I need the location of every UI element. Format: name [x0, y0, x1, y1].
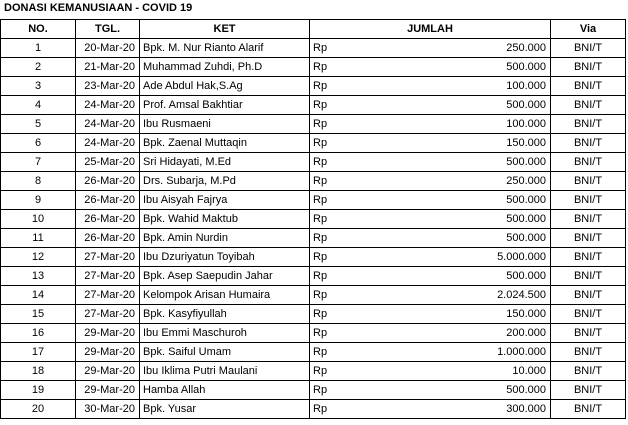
cell-currency[interactable]: Rp: [310, 96, 360, 115]
cell-no[interactable]: 4: [1, 96, 76, 115]
header-ket[interactable]: KET: [140, 20, 310, 39]
cell-currency[interactable]: Rp: [310, 172, 360, 191]
cell-date[interactable]: 24-Mar-20: [76, 134, 140, 153]
header-jumlah[interactable]: JUMLAH: [310, 20, 551, 39]
header-no[interactable]: NO.: [1, 20, 76, 39]
cell-description[interactable]: Bpk. Asep Saepudin Jahar: [140, 267, 310, 286]
cell-description[interactable]: Bpk. Zaenal Muttaqin: [140, 134, 310, 153]
cell-no[interactable]: 17: [1, 343, 76, 362]
table-row: [1, 77, 626, 96]
cell-amount[interactable]: 500.000: [360, 381, 551, 400]
table-row: [1, 324, 626, 343]
cell-no[interactable]: 15: [1, 305, 76, 324]
cell-date[interactable]: 27-Mar-20: [76, 305, 140, 324]
cell-currency[interactable]: Rp: [310, 362, 360, 381]
cell-no[interactable]: 20: [1, 400, 76, 419]
cell-description[interactable]: Sri Hidayati, M.Ed: [140, 153, 310, 172]
cell-no[interactable]: 13: [1, 267, 76, 286]
table-row: [1, 134, 626, 153]
cell-amount[interactable]: 250.000: [360, 39, 551, 58]
cell-currency[interactable]: Rp: [310, 229, 360, 248]
cell-via[interactable]: BNI/T: [551, 324, 626, 343]
cell-description[interactable]: Bpk. M. Nur Rianto Alarif: [140, 39, 310, 58]
cell-date[interactable]: 27-Mar-20: [76, 267, 140, 286]
cell-currency[interactable]: Rp: [310, 153, 360, 172]
cell-no[interactable]: 10: [1, 210, 76, 229]
cell-description[interactable]: Bpk. Kasyfiyullah: [140, 305, 310, 324]
cell-description[interactable]: Bpk. Amin Nurdin: [140, 229, 310, 248]
cell-via[interactable]: BNI/T: [551, 248, 626, 267]
donation-table: [0, 19, 626, 419]
cell-no[interactable]: 1: [1, 39, 76, 58]
cell-currency[interactable]: Rp: [310, 400, 360, 419]
table-row: [1, 153, 626, 172]
cell-date[interactable]: 29-Mar-20: [76, 343, 140, 362]
cell-no[interactable]: 3: [1, 77, 76, 96]
cell-amount[interactable]: 500.000: [360, 191, 551, 210]
cell-via[interactable]: BNI/T: [551, 191, 626, 210]
cell-currency[interactable]: Rp: [310, 324, 360, 343]
cell-amount[interactable]: 10.000: [360, 362, 551, 381]
cell-date[interactable]: 24-Mar-20: [76, 115, 140, 134]
table-row: [1, 96, 626, 115]
cell-date[interactable]: 21-Mar-20: [76, 58, 140, 77]
cell-currency[interactable]: Rp: [310, 115, 360, 134]
sheet-title: DONASI KEMANUSIAAN - COVID 19: [4, 2, 193, 14]
cell-date[interactable]: 27-Mar-20: [76, 248, 140, 267]
cell-description[interactable]: Muhammad Zuhdi, Ph.D: [140, 58, 310, 77]
cell-description[interactable]: Prof. Amsal Bakhtiar: [140, 96, 310, 115]
cell-currency[interactable]: Rp: [310, 248, 360, 267]
cell-currency[interactable]: Rp: [310, 58, 360, 77]
cell-date[interactable]: 29-Mar-20: [76, 381, 140, 400]
table-row: [1, 172, 626, 191]
cell-via[interactable]: BNI/T: [551, 134, 626, 153]
cell-amount[interactable]: 200.000: [360, 324, 551, 343]
table-row: [1, 400, 626, 419]
cell-via[interactable]: BNI/T: [551, 305, 626, 324]
cell-date[interactable]: 23-Mar-20: [76, 77, 140, 96]
cell-via[interactable]: BNI/T: [551, 400, 626, 419]
cell-via[interactable]: BNI/T: [551, 153, 626, 172]
cell-via[interactable]: BNI/T: [551, 39, 626, 58]
cell-date[interactable]: 29-Mar-20: [76, 324, 140, 343]
header-via[interactable]: Via: [551, 20, 626, 39]
cell-date[interactable]: 20-Mar-20: [76, 39, 140, 58]
cell-date[interactable]: 30-Mar-20: [76, 400, 140, 419]
cell-currency[interactable]: Rp: [310, 191, 360, 210]
cell-no[interactable]: 8: [1, 172, 76, 191]
cell-date[interactable]: 26-Mar-20: [76, 229, 140, 248]
cell-date[interactable]: 25-Mar-20: [76, 153, 140, 172]
table-row: [1, 362, 626, 381]
cell-no[interactable]: 9: [1, 191, 76, 210]
cell-description[interactable]: Ibu Aisyah Fajrya: [140, 191, 310, 210]
table-row: [1, 305, 626, 324]
cell-amount[interactable]: 2.024.500: [360, 286, 551, 305]
table-row: [1, 58, 626, 77]
cell-currency[interactable]: Rp: [310, 210, 360, 229]
cell-via[interactable]: BNI/T: [551, 286, 626, 305]
cell-description[interactable]: Hamba Allah: [140, 381, 310, 400]
cell-date[interactable]: 29-Mar-20: [76, 362, 140, 381]
cell-amount[interactable]: 500.000: [360, 210, 551, 229]
table-row: [1, 267, 626, 286]
cell-description[interactable]: Drs. Subarja, M.Pd: [140, 172, 310, 191]
cell-no[interactable]: 14: [1, 286, 76, 305]
cell-date[interactable]: 26-Mar-20: [76, 172, 140, 191]
cell-description[interactable]: Ibu Dzuriyatun Toyibah: [140, 248, 310, 267]
cell-date[interactable]: 24-Mar-20: [76, 96, 140, 115]
cell-amount[interactable]: 100.000: [360, 77, 551, 96]
cell-via[interactable]: BNI/T: [551, 58, 626, 77]
cell-currency[interactable]: Rp: [310, 286, 360, 305]
cell-no[interactable]: 11: [1, 229, 76, 248]
cell-amount[interactable]: 100.000: [360, 115, 551, 134]
cell-via[interactable]: BNI/T: [551, 77, 626, 96]
cell-description[interactable]: Ibu Emmi Maschuroh: [140, 324, 310, 343]
cell-description[interactable]: Bpk. Wahid Maktub: [140, 210, 310, 229]
cell-amount[interactable]: 500.000: [360, 96, 551, 115]
table-row: [1, 210, 626, 229]
cell-amount[interactable]: 1.000.000: [360, 343, 551, 362]
cell-description[interactable]: Ibu Iklima Putri Maulani: [140, 362, 310, 381]
cell-amount[interactable]: 500.000: [360, 58, 551, 77]
cell-currency[interactable]: Rp: [310, 305, 360, 324]
cell-no[interactable]: 16: [1, 324, 76, 343]
cell-description[interactable]: Bpk. Yusar: [140, 400, 310, 419]
cell-currency[interactable]: Rp: [310, 77, 360, 96]
cell-no[interactable]: 12: [1, 248, 76, 267]
cell-currency[interactable]: Rp: [310, 343, 360, 362]
cell-currency[interactable]: Rp: [310, 267, 360, 286]
cell-via[interactable]: BNI/T: [551, 381, 626, 400]
cell-amount[interactable]: 500.000: [360, 153, 551, 172]
cell-date[interactable]: 26-Mar-20: [76, 210, 140, 229]
cell-amount[interactable]: 500.000: [360, 267, 551, 286]
cell-no[interactable]: 5: [1, 115, 76, 134]
table-row: [1, 229, 626, 248]
cell-description[interactable]: Kelompok Arisan Humaira: [140, 286, 310, 305]
cell-via[interactable]: BNI/T: [551, 267, 626, 286]
cell-currency[interactable]: Rp: [310, 39, 360, 58]
cell-date[interactable]: 27-Mar-20: [76, 286, 140, 305]
table-row: [1, 286, 626, 305]
cell-via[interactable]: BNI/T: [551, 96, 626, 115]
cell-via[interactable]: BNI/T: [551, 172, 626, 191]
table-row: [1, 115, 626, 134]
cell-amount[interactable]: 300.000: [360, 400, 551, 419]
cell-no[interactable]: 18: [1, 362, 76, 381]
cell-amount[interactable]: 500.000: [360, 229, 551, 248]
cell-amount[interactable]: 250.000: [360, 172, 551, 191]
cell-amount[interactable]: 5.000.000: [360, 248, 551, 267]
cell-via[interactable]: BNI/T: [551, 210, 626, 229]
cell-via[interactable]: BNI/T: [551, 229, 626, 248]
cell-amount[interactable]: 150.000: [360, 305, 551, 324]
table-row: [1, 381, 626, 400]
cell-no[interactable]: 7: [1, 153, 76, 172]
table-row: [1, 343, 626, 362]
cell-description[interactable]: Ibu Rusmaeni: [140, 115, 310, 134]
table-row: [1, 191, 626, 210]
table-row: [1, 39, 626, 58]
cell-date[interactable]: 26-Mar-20: [76, 191, 140, 210]
cell-via[interactable]: BNI/T: [551, 115, 626, 134]
cell-no[interactable]: 6: [1, 134, 76, 153]
cell-no[interactable]: 2: [1, 58, 76, 77]
cell-no[interactable]: 19: [1, 381, 76, 400]
cell-amount[interactable]: 150.000: [360, 134, 551, 153]
header-tgl[interactable]: TGL.: [76, 20, 140, 39]
table-row: [1, 248, 626, 267]
cell-description[interactable]: Ade Abdul Hak,S.Ag: [140, 77, 310, 96]
cell-currency[interactable]: Rp: [310, 381, 360, 400]
cell-via[interactable]: BNI/T: [551, 362, 626, 381]
cell-currency[interactable]: Rp: [310, 134, 360, 153]
header-row: [1, 20, 626, 39]
cell-via[interactable]: BNI/T: [551, 343, 626, 362]
cell-description[interactable]: Bpk. Saiful Umam: [140, 343, 310, 362]
